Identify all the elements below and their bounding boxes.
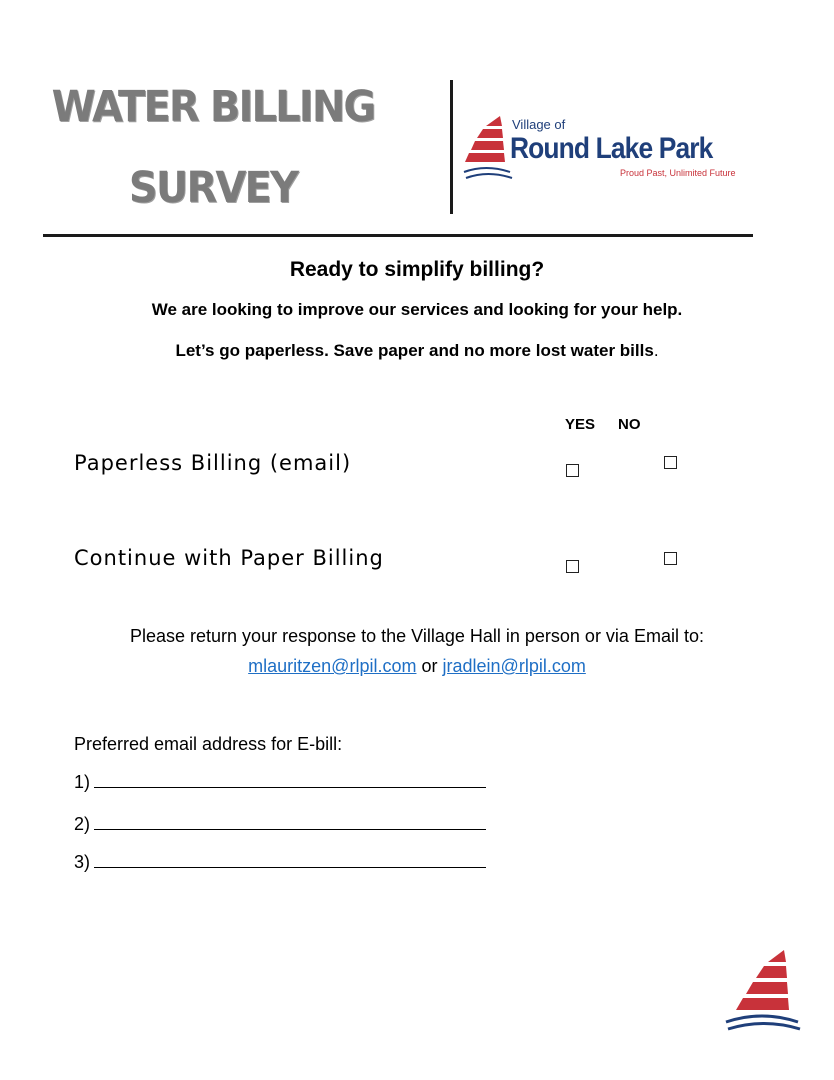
email-links <box>0 656 834 677</box>
logo-name: Round Lake Park <box>510 132 713 165</box>
email-entry-line-1[interactable] <box>74 771 486 793</box>
email-link-mlauritzen[interactable]: mlauritzen@rlpil.com <box>248 656 417 676</box>
option-paper-label: Continue with Paper Billing <box>74 546 384 570</box>
paper-yes-checkbox[interactable] <box>566 560 579 573</box>
email-separator: or <box>421 656 438 676</box>
intro-heading: Ready to simplify billing? <box>289 258 545 281</box>
blank-line <box>94 771 486 788</box>
preferred-email-label: Preferred email address for E-bill: <box>74 734 343 754</box>
logo-village-of: Village of <box>512 117 566 132</box>
email-link-jradlein[interactable]: jradlein@rlpil.com <box>442 656 586 676</box>
email-entry-line-3[interactable] <box>74 851 486 873</box>
return-instructions: Please return your response to the Village Hall in person or via Email to: <box>130 626 704 646</box>
logo-tagline: Proud Past, Unlimited Future <box>620 168 736 178</box>
paper-no-checkbox[interactable] <box>664 552 677 565</box>
intro-line-2-text: Let’s go paperless. Save paper and no more lost water bills <box>175 341 654 360</box>
intro-line-1: We are looking to improve our services and looking for your help. <box>151 300 683 319</box>
sailboat-icon <box>722 948 802 1034</box>
blank-line <box>94 851 486 868</box>
intro-line-2-period: . <box>653 341 659 360</box>
intro-line-2 <box>0 341 834 361</box>
title-line-2: SURVEY <box>128 163 298 213</box>
yes-column-header: YES <box>565 416 596 433</box>
line-number: 2) <box>74 814 91 834</box>
no-column-header: NO <box>618 416 641 433</box>
line-number: 1) <box>74 772 91 792</box>
sailboat-icon <box>462 112 514 190</box>
email-entry-line-2[interactable] <box>74 813 486 835</box>
header-divider <box>450 80 453 214</box>
paperless-yes-checkbox[interactable] <box>566 464 579 477</box>
option-paperless-label: Paperless Billing (email) <box>74 451 352 475</box>
corner-sailboat-logo <box>722 948 802 1034</box>
line-number: 3) <box>74 852 91 872</box>
paperless-no-checkbox[interactable] <box>664 456 677 469</box>
village-logo <box>462 112 752 192</box>
blank-line <box>94 813 486 830</box>
header-rule <box>43 234 753 237</box>
title-line-1: WATER BILLING <box>51 82 375 132</box>
